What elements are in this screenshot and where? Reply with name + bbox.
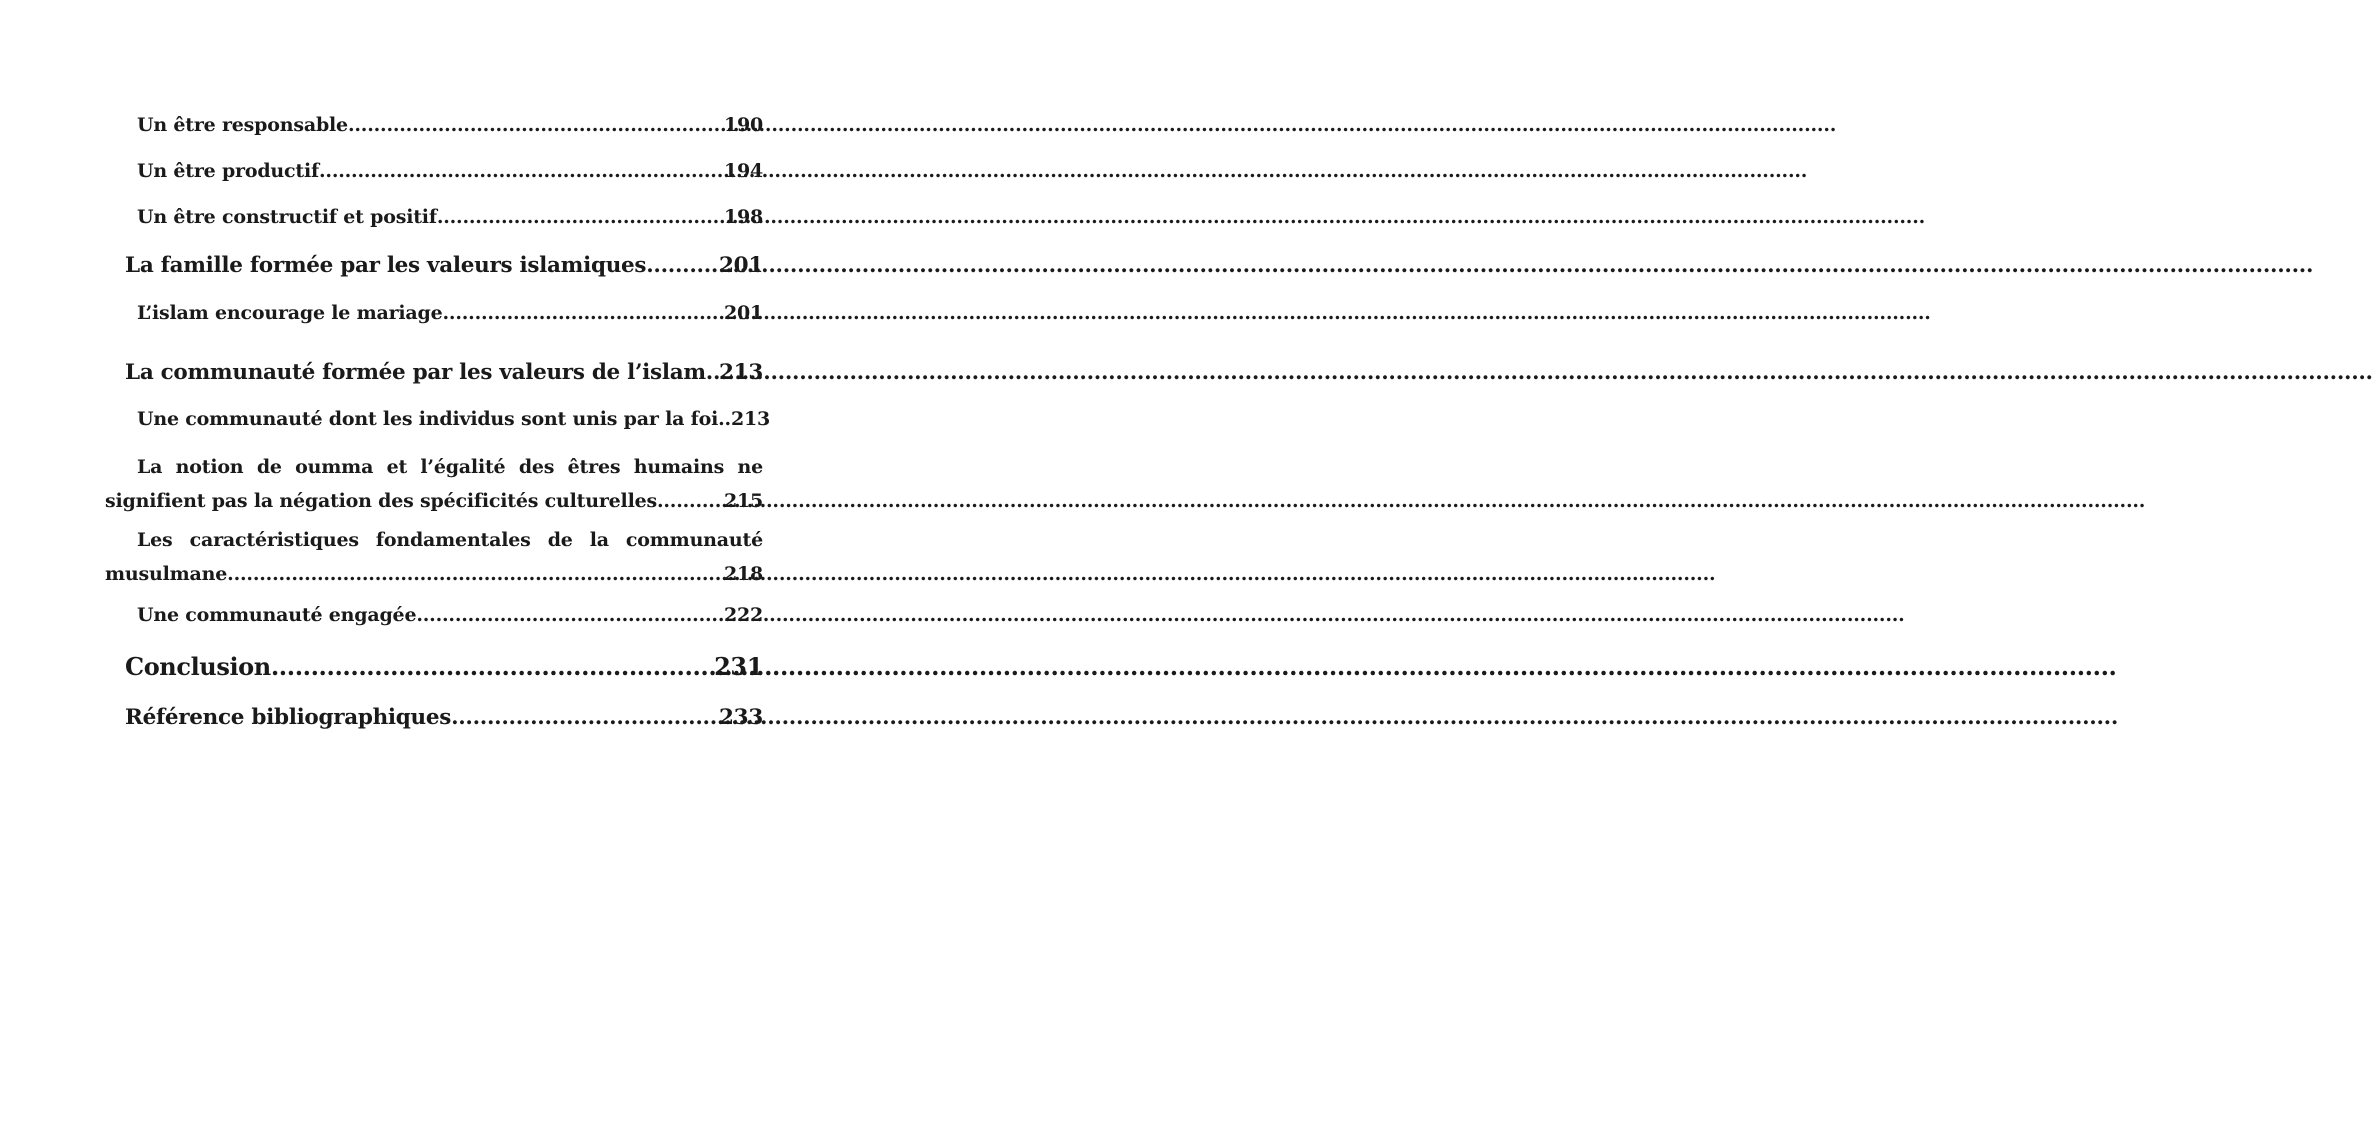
- dot-leader: [319, 160, 724, 182]
- toc-entry-title: Un être responsable: [137, 114, 348, 136]
- dot-leader: [416, 604, 724, 626]
- toc-word: de: [256, 456, 282, 478]
- dot-leader: [348, 114, 724, 136]
- toc-word: êtres: [567, 456, 621, 478]
- toc-entry: [125, 360, 763, 385]
- dot-leader: [657, 490, 724, 512]
- toc-entry-page: 190: [723, 114, 763, 136]
- toc-entry-title: La communauté formée par les valeurs de l’islam: [125, 360, 706, 385]
- toc-entry-title: Référence bibliographiques: [125, 705, 452, 730]
- toc-entry-title: musulmane: [105, 563, 228, 585]
- toc-entry-page: 218: [723, 563, 763, 585]
- toc-word: humains: [633, 456, 725, 478]
- dot-leader: [437, 206, 724, 228]
- toc-word: et: [386, 456, 408, 478]
- toc-word: Les: [137, 529, 173, 551]
- toc-entry: [137, 206, 763, 228]
- toc-entry: [125, 652, 763, 681]
- dot-leader: [706, 360, 719, 385]
- toc-word: la: [589, 529, 609, 551]
- toc-entry-page: 194: [723, 160, 763, 182]
- toc-entry-page: 198: [723, 206, 763, 228]
- toc-entry: [137, 160, 763, 182]
- toc-entry-page: 215: [723, 490, 763, 512]
- toc-entry-line1: [105, 529, 763, 563]
- dot-leader: [443, 302, 724, 324]
- toc-entry: [137, 604, 763, 626]
- toc-word: notion: [175, 456, 244, 478]
- toc-entry-multiline: [105, 456, 763, 512]
- toc-entry-title: signifient pas la négation des spécificités culturelles: [105, 490, 657, 512]
- toc-word: fondamentales: [375, 529, 531, 551]
- toc-entry: [125, 253, 763, 278]
- dot-leader: [451, 705, 719, 730]
- toc-word: La: [137, 456, 163, 478]
- toc-entry-page: 201: [719, 253, 763, 278]
- toc-entry: [137, 302, 763, 324]
- toc-entry-title: Un être productif: [137, 160, 319, 182]
- toc-word: caractéristiques: [189, 529, 359, 551]
- toc-word: ne: [737, 456, 763, 478]
- toc-entry-title: L’islam encourage le mariage: [137, 302, 443, 324]
- toc-entry-line2: [105, 490, 763, 512]
- toc-entry-page: 213: [719, 360, 763, 385]
- dot-leader: [646, 253, 719, 278]
- toc-entry-multiline: [105, 529, 763, 585]
- toc-word: l’égalité: [420, 456, 506, 478]
- table-of-contents: [0, 0, 870, 1131]
- toc-entry-title: Un être constructif et positif: [137, 206, 437, 228]
- toc-entry-title: Conclusion: [125, 652, 271, 681]
- dot-leader: [227, 563, 724, 585]
- toc-entry-title: La famille formée par les valeurs islamiques: [125, 253, 647, 278]
- toc-entry-page: 222: [723, 604, 763, 626]
- toc-word: communauté: [625, 529, 763, 551]
- toc-word: des: [518, 456, 555, 478]
- toc-entry: [137, 408, 771, 430]
- dot-leader: [271, 652, 714, 681]
- toc-entry: [137, 114, 763, 136]
- toc-word: oumma: [295, 456, 374, 478]
- toc-entry-title: Une communauté dont les individus sont unis par la foi..: [137, 408, 731, 430]
- toc-entry-page: 233: [719, 705, 763, 730]
- toc-entry-title: Une communauté engagée: [137, 604, 417, 626]
- toc-entry-line2: [105, 563, 763, 585]
- toc-entry: [125, 705, 763, 730]
- toc-entry-page: 213: [730, 408, 771, 430]
- toc-entry-page: 201: [723, 302, 763, 324]
- toc-entry-page: 231: [714, 652, 763, 681]
- toc-word: de: [547, 529, 573, 551]
- toc-entry-line1: [105, 456, 763, 490]
